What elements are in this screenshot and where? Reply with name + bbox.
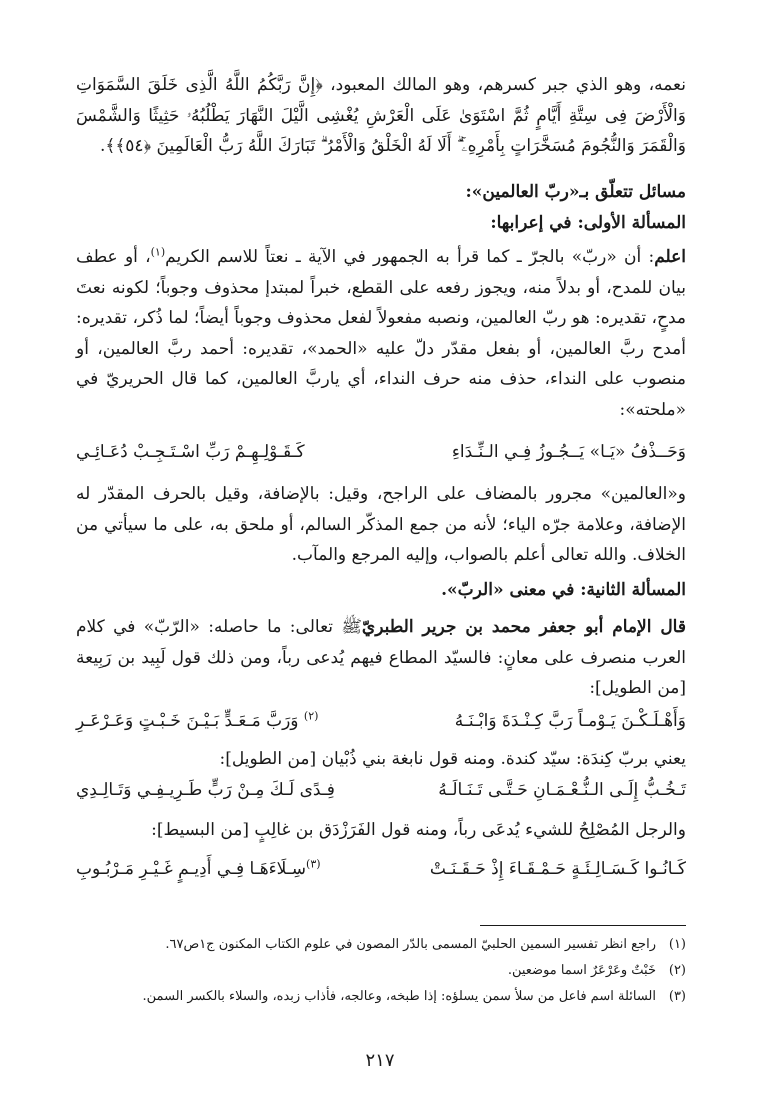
footnote-1-number: (١) [668, 937, 686, 952]
verse-nabigha [76, 774, 686, 806]
issue-one-heading: المسألة الأولى: في إعرابها: [490, 213, 686, 233]
verse-farazdaq-second-hemistich [76, 853, 321, 885]
issue-two-heading: المسألة الثانية: في معنى «الربّ». [441, 580, 686, 600]
verse-labid-second-hemistich [76, 705, 318, 737]
footnote-2-number: (٢) [668, 963, 686, 978]
farazdaq-paragraph [76, 815, 686, 846]
footnote-3-text: السائلة اسم فاعل من سلأ سمن يسلؤه: إذا طبخه، وعالجه، فأذاب زبده، والسلاء بالكسر السمن. [142, 989, 656, 1004]
intro-text: نعمه، وهو الذي جبر كسرهم، وهو المالك المعبود، [322, 75, 686, 95]
verse-labid-second-text: وَرَبَّ مَـعَـدٍّ بَـيْـنَ خَـبْـتٍ وَعَـرْعَـرِ [76, 711, 299, 731]
verse-hariri-first-hemistich: وَحَــذْفُ «يَـا» يَــجُـوزُ فِـي الـنِّـدَاءِ [451, 442, 686, 462]
alamin-text: و«العالمين» مجرور بالمضاف على الراجح، وقيل: بالإضافة، وقيل بالحرف المقدّر له الإضافة، وعلامة جرّه الياء؛ لأنه من جمع المذكّر السالم، أو ملحق به، على ما سيأتي من الخلاف. والله تعالى أعلم بالصواب، وإليه المرجع والمآب. [76, 484, 686, 565]
tabari-paragraph [76, 612, 686, 704]
verse-farazdaq [76, 853, 686, 885]
verse-hariri [76, 436, 686, 468]
verse-nabigha-second-hemistich: فِـدًى لَـكَ مِـنْ رَبٍّ طَـرِيـفِـي وَتَـالِـدِي [76, 780, 335, 800]
footnote-ref-3[interactable]: (٣) [306, 857, 321, 871]
footnote-ref-1[interactable]: (١) [150, 245, 166, 259]
footnote-divider [480, 925, 686, 926]
verse-farazdaq-first-hemistich: كَـانُـوا كَـسَـالِـئَـةٍ حَـمْـقَـاءَ إِذْ حَـقَـنَـتْ [429, 859, 686, 879]
footnote-2-text: خَبْتٌ وعَرْعَرٌ اسما موضعين. [507, 963, 656, 978]
issue-one-text-a: : أن «ربّ» بالجرّ ـ كما قرأ به الجمهور في الآية ـ نعتاً للاسم الكريم [165, 247, 655, 267]
tabari-text: ﷺ تعالى: ما حاصله: «الرّبّ» في كلام العرب منصرف على معانٍ: فالسيّد المطاع فيهم يُدعى رباً، ومن ذلك قول لَبِيد بن رَبِيعة [من الطويل]: [76, 617, 686, 698]
page-number: ٢١٧ [365, 1050, 395, 1071]
kinda-paragraph [76, 744, 686, 775]
verse-labid [76, 705, 686, 737]
verse-nabigha-first-hemistich: تَـخُـبُّ إِلَـى الـنُّـعْـمَـانِ حَـتَّـى تَـنَـالَـهُ [438, 780, 686, 800]
footnote-1 [76, 932, 686, 958]
quran-verse: ﴿إِنَّ رَبَّكُمُ اللَّهُ الَّذِى خَلَقَ السَّمَوَاتِ وَالْأَرْضَ فِى سِتَّةِ أَيَّامٍ ثُمَّ اسْتَوَىٰ عَلَى الْعَرْشِ يُغْشِى الَّيْلَ النَّهَارَ يَطْلُبُهُۥ حَثِيثًا وَالشَّمْسَ وَالْقَمَرَ وَالنُّجُومَ مُسَخَّرَاتٍ بِأَمْرِهِۦٓ ۗ أَلَا لَهُ الْخَلْقُ وَالْأَمْرُ ۗ تَبَارَكَ اللَّهُ رَبُّ الْعَالَمِينَ ﴿٥٤﴾﴾. [76, 75, 686, 156]
know-label: اعلم [654, 247, 686, 267]
verse-labid-first-hemistich: وَأَهْـلَـكْـنَ يَـوْمـاً رَبَّ كِـنْـدَةَ وَابْـنَـهُ [454, 711, 686, 731]
footnote-1-text: راجع انظر تفسير السمين الحلبيّ المسمى بالدّر المصون في علوم الكتاب المكنون ج١ص٦٧. [165, 937, 656, 952]
intro-quran-paragraph [76, 70, 686, 162]
verse-farazdaq-second-text: سِـلَاءَهَـا فِـي أَدِيـمٍ غَـيْـرِ مَـرْبُـوبِ [76, 859, 307, 879]
footnote-2 [76, 958, 686, 984]
farazdaq-text: والرجل المُصْلِحُ للشيء يُدعَى رباً، ومنه قول الفَرَزْدَق بن غالِبٍ [من البسيط]: [151, 820, 686, 840]
footnote-ref-2[interactable]: (٢) [303, 709, 319, 723]
issue-one-paragraph [76, 242, 686, 425]
footnote-3-number: (٣) [668, 989, 686, 1004]
kinda-text: يعني بربّ كِندَة: سيّد كندة. ومنه قول نابغة بني ذُبْيان [من الطويل]: [219, 749, 686, 769]
tabari-name: قال الإمام أبو جعفر محمد بن جرير الطبريّ [361, 617, 686, 637]
issue-one-text-b: ، أو عطف بيان للمدح، أو بدلاً منه، ويجوز رفعه على القطع، خبراً لمبتدإ محذوف وجوباً؛ لكونه نعتَ مدحٍ، تقديره: هو ربّ العالمين، ونصبه مفعولاً لفعل محذوف وجوباً أيضاً؛ لما ذُكر، تقديره: أمدح ربَّ العالمين، أو بفعل مقدّر دلّ عليه «الحمد»، تقديره: أحمد ربَّ العالمين، أو منصوب على النداء، حذف منه حرف النداء، أي ياربَّ العالمين، كما قال الحريريّ في «ملحته»: [76, 247, 686, 420]
alamin-paragraph [76, 479, 686, 571]
footnote-3 [76, 984, 686, 1010]
verse-hariri-second-hemistich: كَـقَـوْلِـهِـمْ رَبِّ اسْـتَـجِـبْ دُعَـائِـي [76, 442, 305, 462]
section-heading: مسائل تتعلّق بـ«ربّ العالمين»: [465, 182, 686, 202]
